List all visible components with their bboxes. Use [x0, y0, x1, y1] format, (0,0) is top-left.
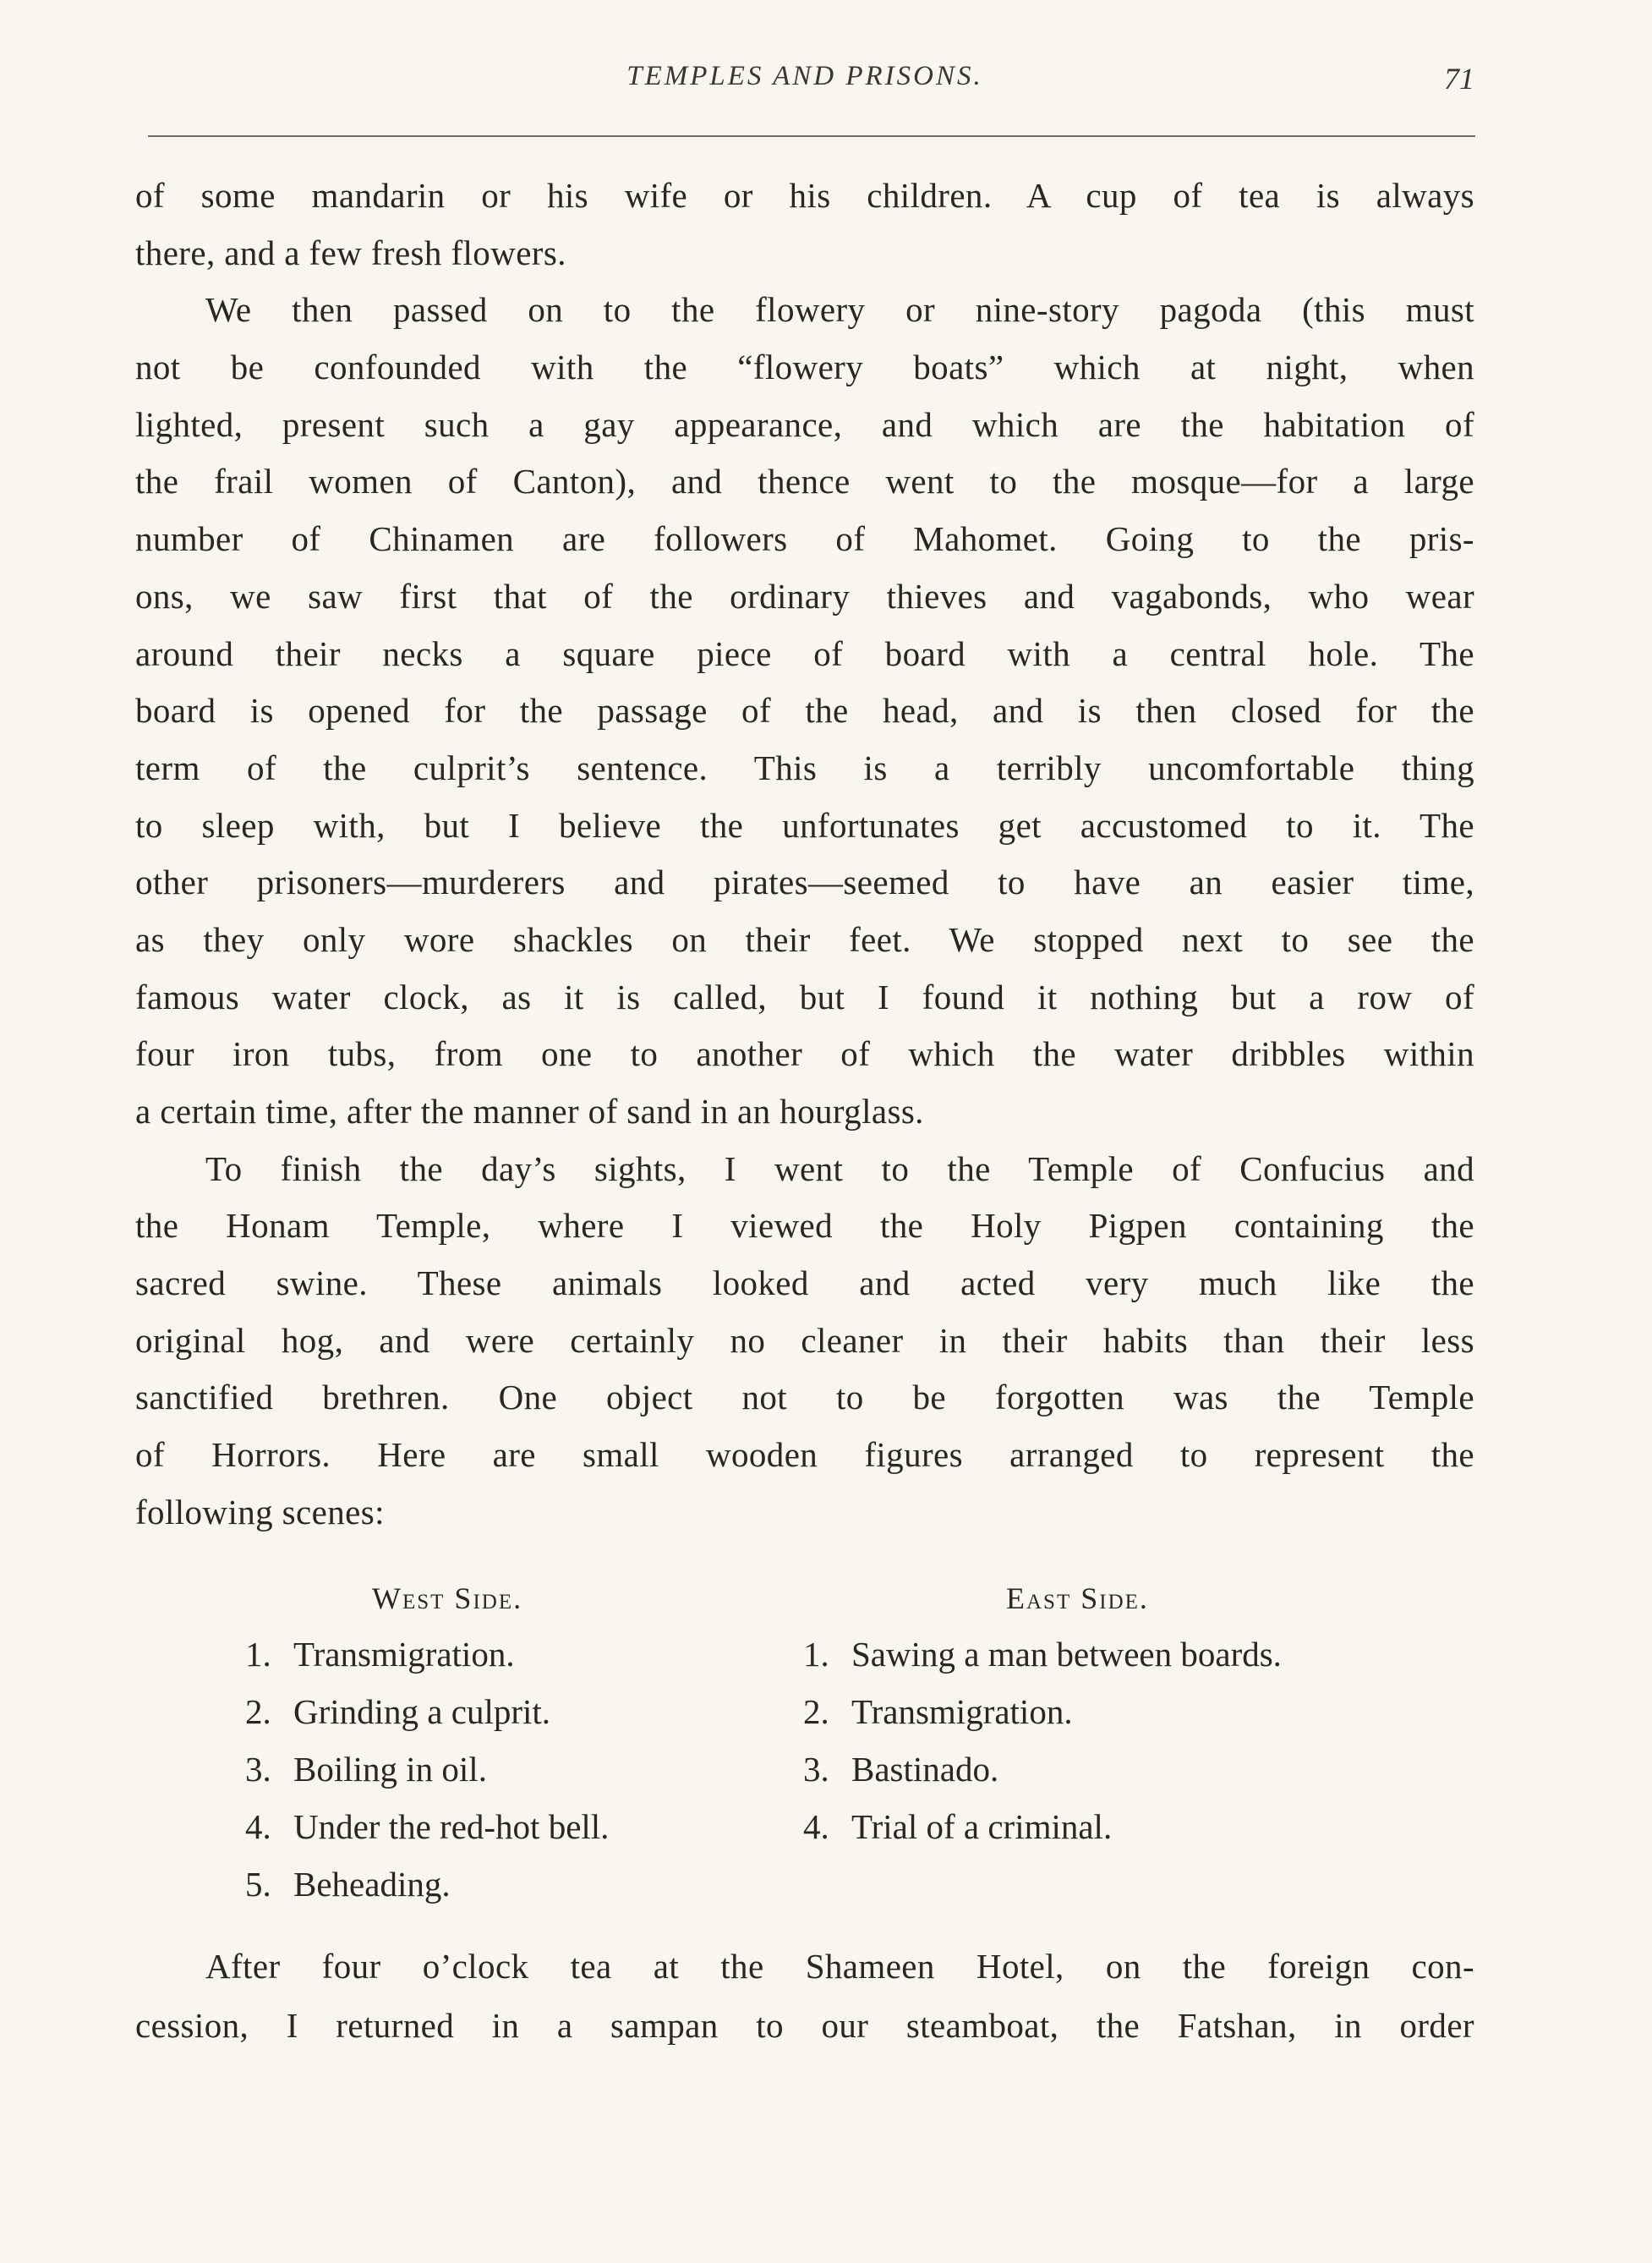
- list-item-text: Under the red-hot bell.: [293, 1807, 610, 1846]
- list-item-number: 2.: [803, 1692, 829, 1731]
- page-number: 71: [1444, 62, 1474, 96]
- running-head: [135, 61, 1474, 103]
- book-page: [135, 0, 1474, 2263]
- west-side-heading: West Side.: [372, 1581, 523, 1615]
- text-line: around their necks a square piece of board with a central hole. The: [135, 633, 1474, 673]
- list-item: [803, 1798, 1480, 1855]
- text-line: We then passed on to the flowery or nine-story pagoda (this must: [205, 290, 1474, 330]
- text-line: number of Chinamen are followers of Mahomet. Going to the pris-: [135, 519, 1474, 559]
- text-line: ons, we saw first that of the ordinary thieves and vagabonds, who wear: [135, 576, 1474, 616]
- list-item-number: 4.: [245, 1807, 271, 1846]
- list-item: [245, 1798, 769, 1855]
- west-side-column: [245, 1571, 769, 1913]
- running-head-title: TEMPLES AND PRISONS.: [626, 61, 983, 91]
- text-line: To finish the day’s sights, I went to the Temple of Confucius and: [205, 1148, 1474, 1188]
- text-line: not be confounded with the “flowery boats” which at night, when: [135, 348, 1474, 387]
- list-item-text: Beheading.: [293, 1865, 451, 1904]
- text-line: cession, I returned in a sampan to our steamboat, the Fatshan, in order: [135, 2006, 1474, 2045]
- text-line: After four o’clock tea at the Shameen Hotel, on the foreign con-: [205, 1947, 1474, 1986]
- list-item-number: 3.: [245, 1750, 271, 1789]
- list-item: [245, 1740, 769, 1798]
- list-item-number: 1.: [245, 1635, 271, 1674]
- body-text: [135, 167, 1474, 1542]
- east-side-heading: East Side.: [1006, 1581, 1149, 1615]
- list-item-text: Bastinado.: [851, 1750, 999, 1789]
- text-line: the frail women of Canton), and thence went to the mosque—for a large: [135, 462, 1474, 501]
- text-line: as they only wore shackles on their feet. We stopped next to see the: [135, 919, 1474, 959]
- list-item: [245, 1625, 769, 1683]
- text-line: lighted, present such a gay appearance, and which are the habitation of: [135, 404, 1474, 444]
- text-line: other prisoners—murderers and pirates—seemed to have an easier time,: [135, 863, 1474, 902]
- text-line: following scenes:: [135, 1492, 385, 1531]
- list-item-text: Transmigration.: [851, 1692, 1073, 1731]
- list-item-number: 1.: [803, 1635, 829, 1674]
- text-line: of some mandarin or his wife or his children. A cup of tea is always: [135, 176, 1474, 215]
- text-line: sanctified brethren. One object not to be forgotten was the Temple: [135, 1378, 1474, 1417]
- list-item-text: Transmigration.: [293, 1635, 515, 1674]
- text-line: there, and a few fresh flowers.: [135, 233, 566, 272]
- list-item-text: Grinding a culprit.: [293, 1692, 551, 1731]
- list-item-text: Trial of a criminal.: [851, 1807, 1113, 1846]
- text-line: four iron tubs, from one to another of which the water dribbles within: [135, 1034, 1474, 1074]
- header-rule: [148, 135, 1475, 137]
- scenes-lists: [135, 1571, 1474, 1926]
- list-item: [245, 1683, 769, 1740]
- text-line: a certain time, after the manner of sand in an hourglass.: [135, 1092, 924, 1131]
- text-line: to sleep with, but I believe the unfortunates get accustomed to it. The: [135, 805, 1474, 845]
- closing-paragraph: [135, 1937, 1474, 2055]
- list-item-number: 2.: [245, 1692, 271, 1731]
- east-side-column: [803, 1571, 1480, 1855]
- text-line: board is opened for the passage of the head, and is then closed for the: [135, 691, 1474, 731]
- text-line: term of the culprit’s sentence. This is a terribly uncomfortable thing: [135, 748, 1474, 787]
- list-item: [245, 1855, 769, 1913]
- list-item: [803, 1625, 1480, 1683]
- list-item: [803, 1683, 1480, 1740]
- list-item-number: 5.: [245, 1865, 271, 1904]
- text-line: the Honam Temple, where I viewed the Holy Pigpen containing the: [135, 1206, 1474, 1246]
- text-line: sacred swine. These animals looked and acted very much like the: [135, 1263, 1474, 1303]
- list-item-number: 4.: [803, 1807, 829, 1846]
- list-item-text: Sawing a man between boards.: [851, 1635, 1282, 1674]
- list-item-text: Boiling in oil.: [293, 1750, 487, 1789]
- text-line: original hog, and were certainly no cleaner in their habits than their less: [135, 1320, 1474, 1360]
- list-item: [803, 1740, 1480, 1798]
- text-line: of Horrors. Here are small wooden figures arranged to represent the: [135, 1435, 1474, 1475]
- list-item-number: 3.: [803, 1750, 829, 1789]
- text-line: famous water clock, as it is called, but I found it nothing but a row of: [135, 977, 1474, 1016]
